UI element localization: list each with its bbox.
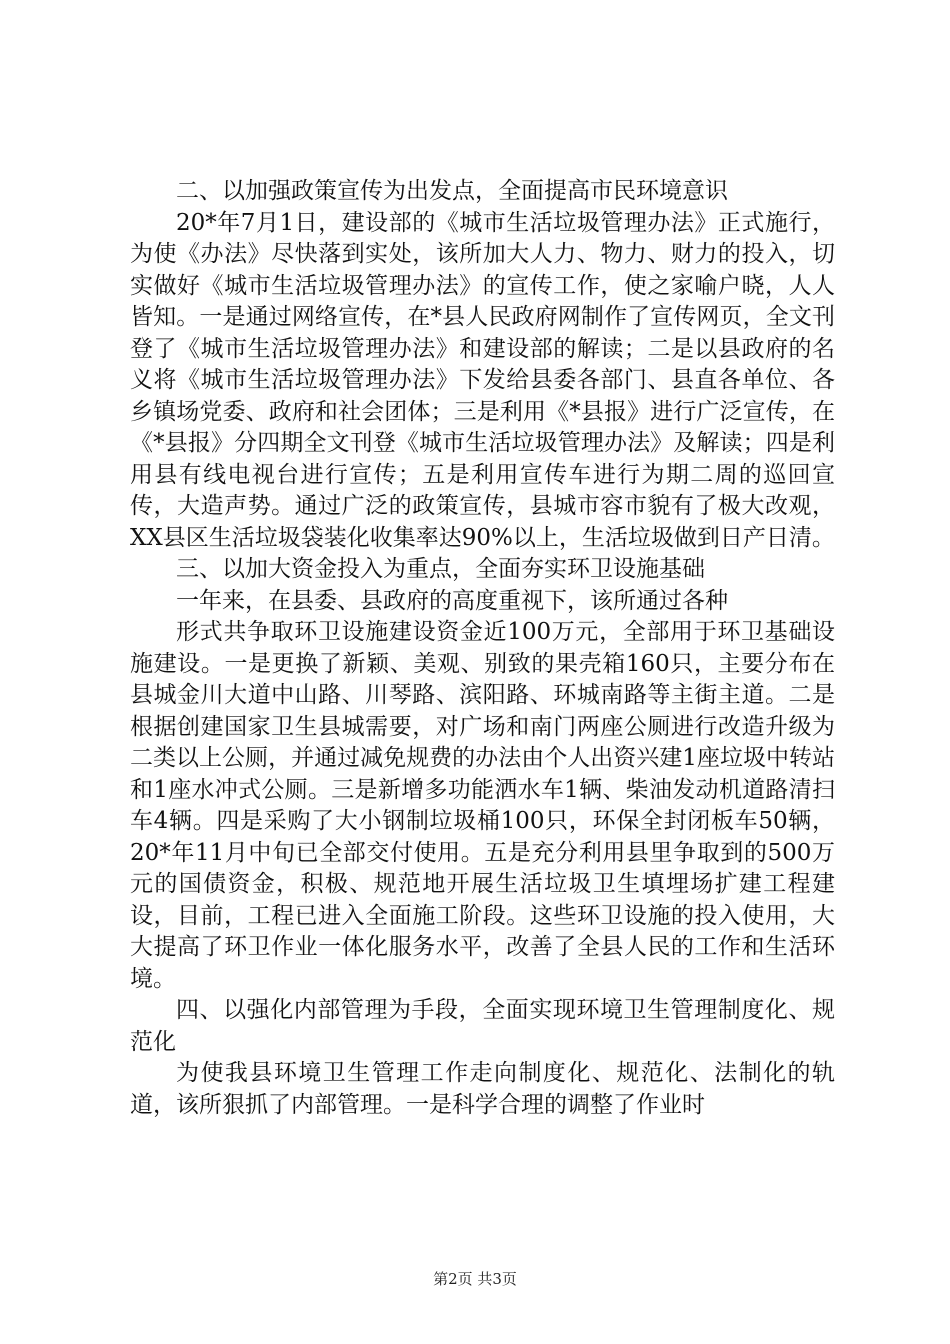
- document-body: [130, 176, 835, 1121]
- section-heading-2: 二、以加强政策宣传为出发点，全面提高市民环境意识: [176, 178, 728, 204]
- paragraph: 20*年7月1日，建设部的《城市生活垃圾管理办法》正式施行，为使《办法》尽快落到实处，该所加大人力、物力、财力的投入，切实做好《城市生活垃圾管理办法》的宣传工作，使之家喻户晓，人人皆知。一是通过网络宣传，在*县人民政府网制作了宣传网页，全文刊登了《城市生活垃圾管理办法》和建设部的解读；二是以县政府的名义将《城市生活垃圾管理办法》下发给县委各部门、县直各单位、各乡镇场党委、政府和社会团体；三是利用《*县报》进行广泛宣传，在《*县报》分四期全文刊登《城市生活垃圾管理办法》及解读；四是利用县有线电视台进行宣传；五是利用宣传车进行为期二周的巡回宣传，大造声势。通过广泛的政策宣传，县城市容市貌有了极大改观，XX县区生活垃圾袋装化收集率达90%以上，生活垃圾做到日产日清。: [130, 209, 835, 551]
- page-number-footer: 第2页 共3页: [433, 1270, 517, 1288]
- section-heading-4: 四、以强化内部管理为手段，全面实现环境卫生管理制度化、规范化: [130, 997, 835, 1055]
- paragraph: 为使我县环境卫生管理工作走向制度化、规范化、法制化的轨道，该所狠抓了内部管理。一是科学合理的调整了作业时: [130, 1060, 835, 1118]
- paragraph: 形式共争取环卫设施建设资金近100万元，全部用于环卫基础设施建设。一是更换了新颖、美观、别致的果壳箱160只，主要分布在县城金川大道中山路、川琴路、滨阳路、环城南路等主街主道。二是根据创建国家卫生县城需要，对广场和南门两座公厕进行改造升级为二类以上公厕，并通过减免规费的办法由个人出资兴建1座垃圾中转站和1座水冲式公厕。三是新增多功能洒水车1辆、柴油发动机道路清扫车4辆。四是采购了大小钢制垃圾桶100只，环保全封闭板车50辆，20*年11月中旬已全部交付使用。五是充分利用县里争取到的500万元的国债资金，积极、规范地开展生活垃圾卫生填埋场扩建工程建设，目前，工程已进入全面施工阶段。这些环卫设施的投入使用，大大提高了环卫作业一体化服务水平，改善了全县人民的工作和生活环境。: [130, 619, 835, 992]
- paragraph: 一年来，在县委、县政府的高度重视下，该所通过各种: [176, 587, 728, 614]
- section-heading-3: 三、以加大资金投入为重点，全面夯实环卫设施基础: [176, 556, 705, 582]
